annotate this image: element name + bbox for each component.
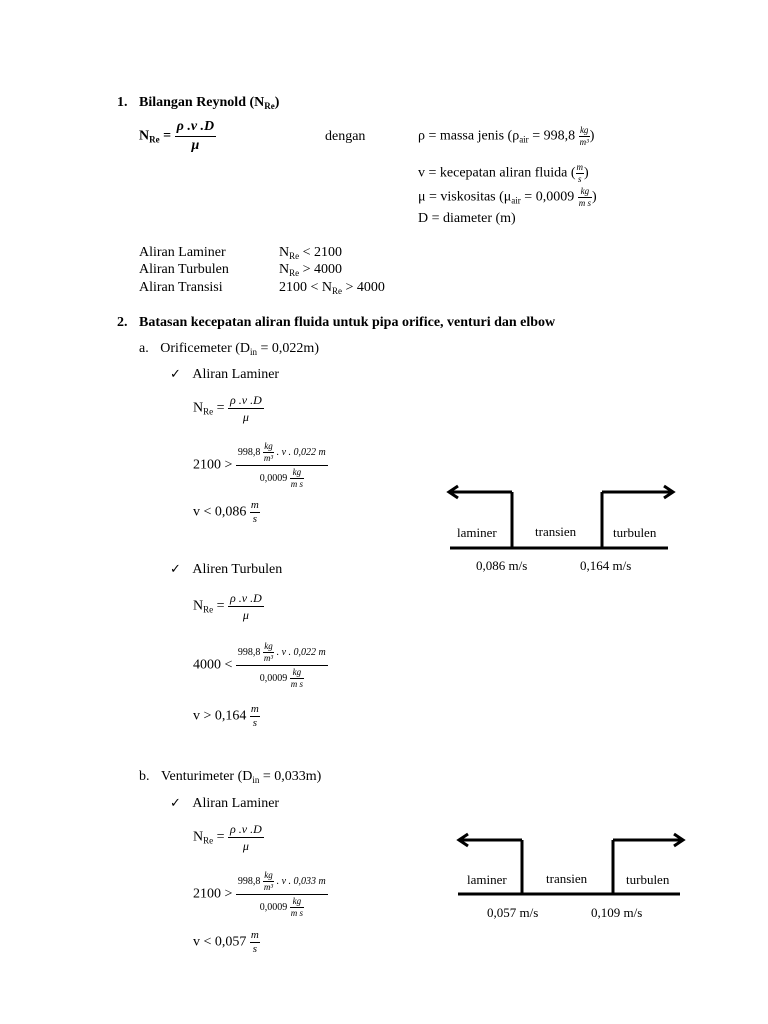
a-turbulen-big-num: [236, 642, 328, 665]
regime-turbulen-sub: Re: [289, 268, 300, 278]
a-laminer-inequality: [193, 442, 328, 489]
section-2-number: 2.: [117, 315, 128, 330]
a-laminer-unit-den: m³: [263, 453, 274, 463]
b-laminer-nre-sub: Re: [203, 835, 214, 846]
subsection-a-heading: [139, 342, 319, 357]
a-laminer-result-text: v < 0,086: [193, 504, 250, 520]
regime-laminer-value: < 2100: [299, 245, 343, 260]
subsection-a-title-sub: in: [250, 347, 258, 357]
b-laminer-big-fraction: [236, 871, 328, 918]
diagram-label-transien: transien: [535, 524, 577, 539]
regime-transisi-label: Aliran Transisi: [139, 280, 223, 295]
a-laminer-big-fraction: [236, 442, 328, 489]
regime-transisi-n: N: [321, 280, 333, 295]
section-2-heading: [117, 316, 555, 330]
check-icon: ✓: [170, 562, 181, 577]
def-rho-unit: [579, 126, 590, 147]
b-laminer-den-unit: [290, 897, 304, 918]
a-laminer-result-unit-num: m: [250, 499, 259, 511]
def-mu-unit: [578, 187, 592, 208]
formula-eq: =: [163, 128, 172, 144]
a-turbulen-big-num-a: 998,8: [237, 646, 263, 658]
def-mu: [418, 187, 597, 208]
a-turbulen-den-unit-num: kg: [292, 667, 302, 677]
a-turbulen-nre-sub: Re: [203, 604, 214, 615]
b-laminer-f-num: ρ .v .D: [230, 822, 262, 836]
diagram-label-transien: transien: [546, 871, 588, 886]
def-rho-val: = 998,8: [528, 128, 579, 144]
b-laminer-big-den: [236, 894, 328, 918]
a-laminer-den-unit-num: kg: [292, 467, 302, 477]
subsection-b-label: b.: [139, 769, 150, 784]
flow-regime-diagram-venturi: [450, 826, 690, 926]
a-laminer-unit: [263, 442, 274, 463]
def-mu-sub: air: [511, 195, 521, 206]
a-turbulen-den-unit: [290, 668, 304, 689]
a-turbulen-result-text: v > 0,164: [193, 708, 250, 724]
reynolds-formula: [139, 120, 216, 153]
a-turbulen-result-unit-den: s: [250, 716, 260, 729]
subsection-a-title: Orificemeter (D: [160, 341, 251, 356]
def-v-unit-num: m: [576, 162, 584, 172]
section-1-title-close: ): [274, 95, 280, 110]
def-rho-text: ρ = massa jenis (ρ: [418, 128, 520, 144]
regime-laminer-label: Aliran Laminer: [139, 245, 226, 260]
b-laminer-result-unit: [250, 930, 260, 955]
a-turbulen-f-num: ρ .v .D: [230, 591, 262, 605]
a-turbulen-big-den-a: 0,0009: [259, 672, 290, 684]
regime-turbulen-value: > 4000: [299, 262, 343, 277]
section-1-title: Bilangan Reynold (N: [139, 95, 265, 110]
a-laminer-heading: [170, 368, 279, 382]
a-turbulen-unit-den: m³: [263, 653, 274, 663]
regime-turbulen-n: N: [279, 262, 290, 277]
section-1-title-sub: Re: [264, 101, 275, 111]
subsection-b-title: Venturimeter (D: [161, 769, 253, 784]
section-2-title: Batasan kecepatan aliran fluida untuk pipa orifice, venturi dan elbow: [139, 315, 556, 330]
check-icon: ✓: [170, 796, 181, 811]
regime-laminer-cond: [279, 246, 342, 261]
a-laminer-big-num-a: 998,8: [237, 446, 263, 458]
a-turbulen-formula: [193, 592, 264, 621]
a-turbulen-ineq-lhs: 4000 <: [193, 657, 233, 673]
b-laminer-big-num-b: . v . 0,033 m: [274, 875, 326, 887]
diagram-v-high: 0,164 m/s: [580, 558, 632, 573]
a-turbulen-inequality: [193, 642, 328, 689]
diagram-label-laminer: laminer: [457, 525, 497, 540]
dengan-label: dengan: [325, 129, 366, 144]
formula-lhs: N: [139, 128, 150, 144]
b-laminer-result: [193, 930, 260, 955]
subsection-a-title-rest: = 0,022m): [257, 341, 319, 356]
a-turbulen-unit: [263, 642, 274, 663]
a-turbulen-result: [193, 704, 260, 729]
a-laminer-ineq-lhs: 2100 >: [193, 457, 233, 473]
b-laminer-result-unit-den: s: [250, 942, 260, 955]
regime-turbulen-label: Aliran Turbulen: [139, 262, 229, 277]
a-laminer-den-unit: [290, 468, 304, 489]
a-laminer-eq: =: [213, 400, 225, 416]
a-turbulen-fraction: [228, 592, 264, 621]
a-turbulen-big-den: [236, 665, 328, 689]
regime-laminer-n: N: [279, 245, 290, 260]
def-v-text: v = kecepatan aliran fluida (: [418, 165, 576, 181]
b-laminer-den-unit-den: m s: [290, 908, 303, 918]
diagram-v-low: 0,057 m/s: [487, 905, 539, 920]
formula-fraction: [175, 120, 217, 153]
check-icon: ✓: [170, 367, 181, 382]
b-laminer-inequality: [193, 871, 328, 918]
a-laminer-result: [193, 500, 260, 525]
a-turbulen-result-unit-num: m: [250, 703, 259, 715]
a-laminer-f-num: ρ .v .D: [230, 393, 262, 407]
regime-transisi-value: > 4000: [342, 280, 385, 295]
diagram-label-laminer: laminer: [467, 872, 507, 887]
def-v-unit-den: s: [576, 173, 585, 184]
diagram-v-low: 0,086 m/s: [476, 558, 528, 573]
a-laminer-result-unit-den: s: [250, 512, 260, 525]
b-laminer-formula: [193, 823, 264, 852]
subsection-b-title-sub: in: [252, 775, 260, 785]
a-laminer-formula: [193, 394, 264, 423]
a-laminer-nre: N: [193, 400, 204, 416]
a-turbulen-heading: [170, 563, 282, 577]
regime-laminer-sub: Re: [289, 251, 300, 261]
regime-transisi-pre: 2100 <: [279, 280, 322, 295]
b-laminer-den-unit-num: kg: [292, 896, 302, 906]
a-turbulen-unit-num: kg: [264, 641, 273, 651]
def-rho: [418, 126, 594, 147]
a-turbulen-nre: N: [193, 598, 204, 614]
subsection-b-heading: [139, 770, 321, 785]
def-v-close: ): [584, 165, 589, 181]
b-laminer-heading: [170, 797, 279, 811]
a-turbulen-f-den: μ: [228, 606, 264, 621]
a-laminer-title: Aliran Laminer: [192, 367, 280, 382]
a-laminer-big-den-a: 0,0009: [259, 472, 290, 484]
def-rho-unit-den: m³: [579, 137, 589, 147]
def-d: D = diameter (m): [418, 211, 516, 226]
b-laminer-big-den-a: 0,0009: [259, 901, 290, 913]
b-laminer-eq: =: [213, 829, 225, 845]
a-laminer-big-num-b: . v . 0,022 m: [274, 446, 326, 458]
b-laminer-fraction: [228, 823, 264, 852]
def-rho-sub: air: [519, 134, 529, 145]
b-laminer-nre: N: [193, 829, 204, 845]
diagram-label-turbulen: turbulen: [626, 872, 670, 887]
subsection-a-label: a.: [139, 341, 149, 356]
b-laminer-big-num: [236, 871, 328, 894]
a-laminer-big-num: [236, 442, 328, 465]
flow-regime-diagram-orifice: [440, 478, 680, 578]
a-laminer-result-unit: [250, 500, 260, 525]
a-laminer-big-den: [236, 465, 328, 489]
a-laminer-fraction: [228, 394, 264, 423]
b-laminer-f-den: μ: [228, 837, 264, 852]
def-rho-unit-num: kg: [579, 125, 589, 135]
section-1-number: 1.: [117, 95, 128, 110]
regime-transisi-sub: Re: [332, 286, 343, 296]
subsection-b-title-rest: = 0,033m): [259, 769, 322, 784]
def-v: [418, 163, 589, 184]
a-turbulen-big-num-b: . v . 0,022 m: [274, 646, 326, 658]
a-laminer-f-den: μ: [228, 408, 264, 423]
b-laminer-unit: [263, 871, 274, 892]
b-laminer-big-num-a: 998,8: [237, 875, 263, 887]
diagram-v-high: 0,109 m/s: [591, 905, 643, 920]
b-laminer-unit-num: kg: [264, 870, 273, 880]
def-mu-val: = 0,0009: [520, 189, 578, 205]
a-turbulen-result-unit: [250, 704, 260, 729]
def-rho-close: ): [589, 128, 595, 144]
a-turbulen-eq: =: [213, 598, 225, 614]
a-laminer-den-unit-den: m s: [290, 479, 303, 489]
def-mu-unit-den: m s: [578, 198, 591, 208]
b-laminer-ineq-lhs: 2100 >: [193, 886, 233, 902]
a-turbulen-big-fraction: [236, 642, 328, 689]
formula-denominator: μ: [175, 136, 217, 153]
b-laminer-result-unit-num: m: [250, 929, 259, 941]
formula-numerator: ρ .v .D: [176, 119, 215, 134]
b-laminer-title: Aliran Laminer: [192, 796, 280, 811]
regime-transisi-cond: [279, 281, 385, 296]
def-v-unit: [576, 163, 585, 184]
def-mu-text: μ = viskositas (μ: [418, 189, 512, 205]
a-turbulen-den-unit-den: m s: [290, 679, 303, 689]
formula-lhs-sub: Re: [149, 134, 160, 145]
section-1-heading: [117, 96, 279, 111]
def-mu-close: ): [591, 189, 597, 205]
a-laminer-nre-sub: Re: [203, 406, 214, 417]
diagram-label-turbulen: turbulen: [613, 525, 657, 540]
b-laminer-result-text: v < 0,057: [193, 934, 250, 950]
b-laminer-unit-den: m³: [263, 882, 274, 892]
a-turbulen-title: Aliren Turbulen: [192, 562, 283, 577]
def-mu-unit-num: kg: [580, 186, 590, 196]
a-laminer-unit-num: kg: [264, 441, 273, 451]
regime-turbulen-cond: [279, 263, 342, 278]
